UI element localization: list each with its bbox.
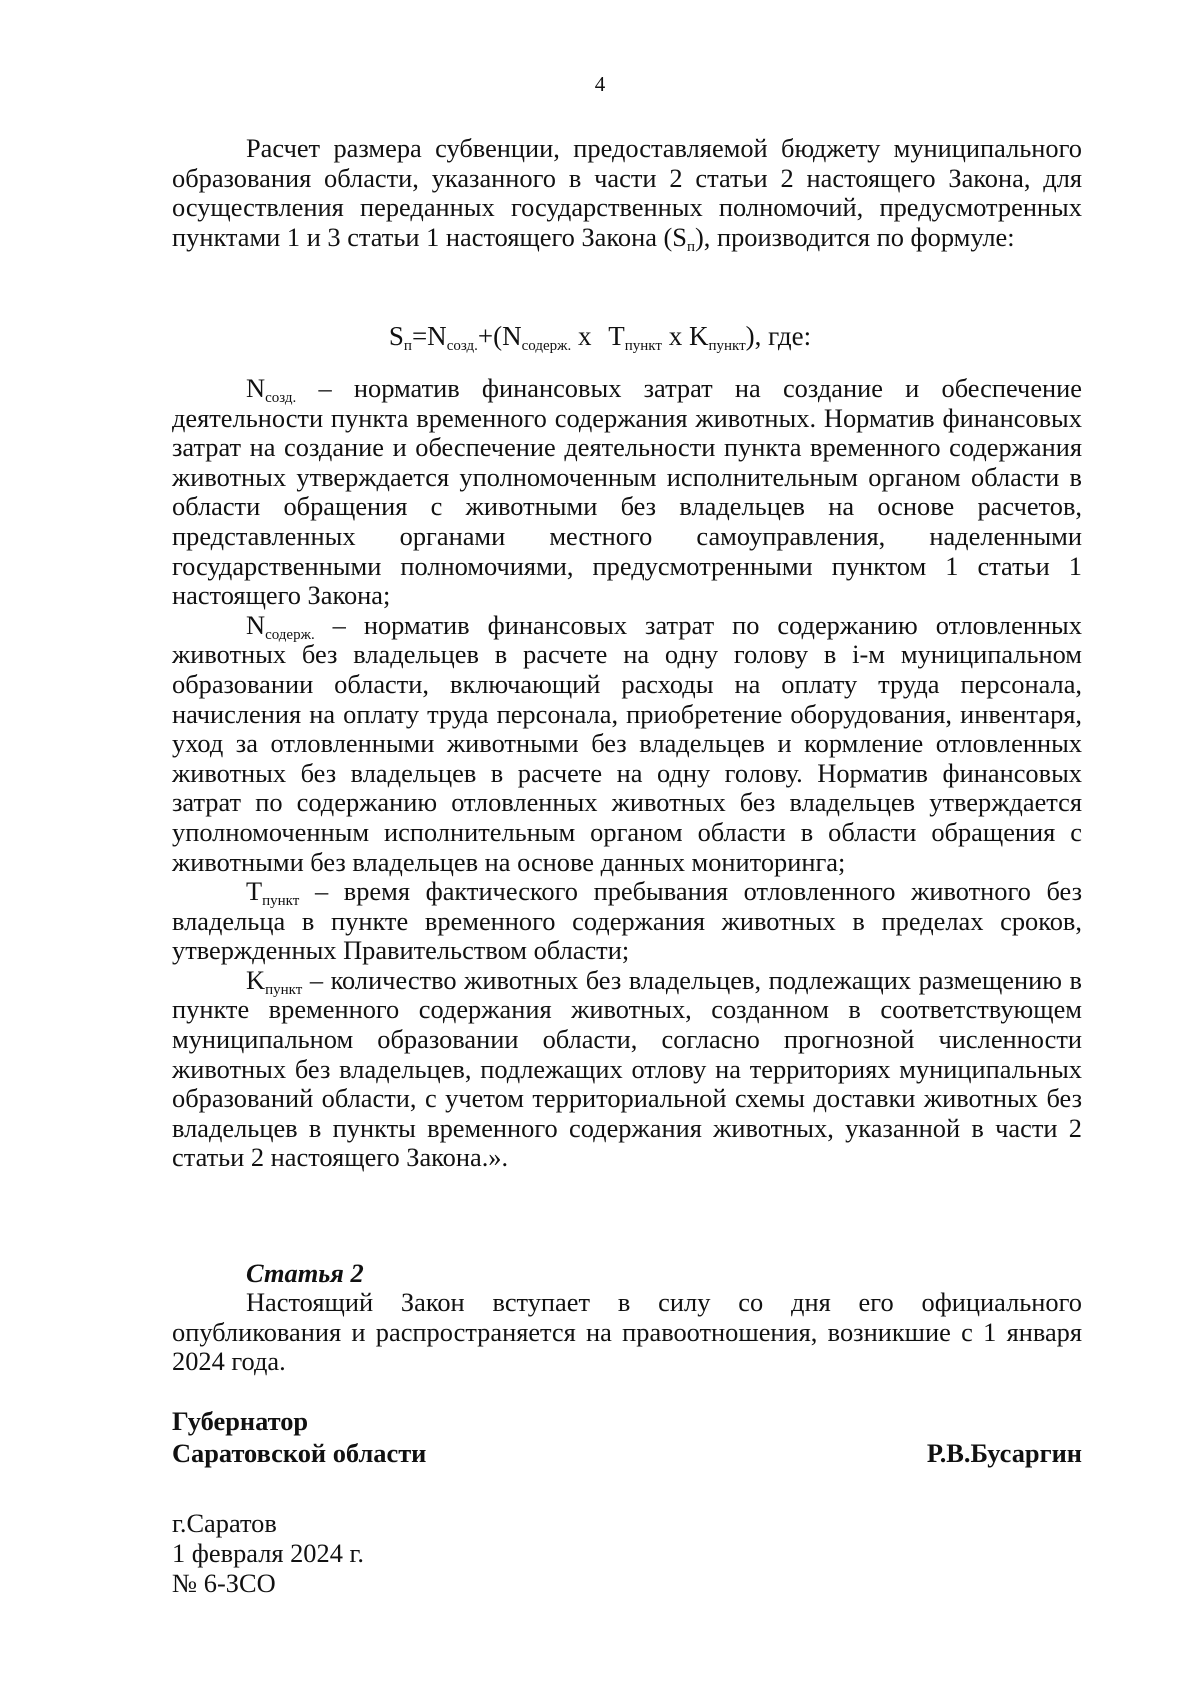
signature-title-line1: Губернатор [172, 1406, 309, 1436]
definition-text: – норматив финансовых затрат на создание и обеспечение деятельности пункта временного содержания животных. Норматив финансовых затрат на создание и обеспечение деятельности пункта временного содержания животных утверждается уполномоченным исполнительным органом области в области обращения с животными без владельцев на основе расчетов, представленных органами местного самоуправления, наделенными государственными полномочиями, предусмотренными пунктом 1 статьи 1 настоящего Закона; [172, 373, 1082, 611]
definition-sub: пункт [262, 893, 300, 910]
definition-item [172, 966, 1082, 1173]
definition-symbol: T [246, 876, 263, 907]
document-meta [172, 1508, 364, 1598]
formula-plus: +(N [477, 321, 522, 351]
formula-s-sub: п [403, 338, 412, 354]
article-text: Настоящий Закон вступает в силу со дня его официального опубликования и распространяется на правоотношения, возникшие с 1 января 2024 года. [172, 1287, 1082, 1377]
definition-item [172, 611, 1082, 877]
intro-paragraph [172, 133, 1082, 255]
meta-date: 1 февраля 2024 г. [172, 1538, 364, 1568]
article-heading: Статья 2 [246, 1258, 364, 1288]
intro-text: Расчет размера субвенции, предоставляемой бюджету муниципального образования области, указанного в части 2 статьи 2 настоящего Закона, для осуществления переданных государственных полномочий, предусмотренных пунктами 1 и 3 статьи 1 настоящего Закона (S [172, 133, 1082, 252]
formula-x2: x K [661, 321, 709, 351]
meta-city: г.Саратов [172, 1508, 277, 1538]
formula-t: T [608, 321, 625, 351]
intro-text-end: ), производится по формуле: [695, 221, 1015, 252]
formula-s: S [388, 321, 404, 351]
definition-symbol: N [246, 373, 266, 403]
definitions [172, 374, 1082, 1173]
formula-n-soderzh-sub: содерж. [521, 338, 572, 354]
formula-tail: ), где: [745, 321, 812, 351]
formula-n-sozd-sub: созд. [446, 338, 478, 354]
signature-name: Р.В.Бусаргин [926, 1438, 1082, 1468]
formula-k-sub: пункт [708, 338, 746, 354]
definition-text: – время фактического пребывания отловленного животного без владельца в пункте временного содержания животных в пределах сроков, утвержденных Правительством области; [172, 876, 1082, 966]
signature-block [172, 1405, 1082, 1469]
definition-sub: созд. [265, 390, 297, 406]
signature-title-line2: Саратовской области [172, 1438, 427, 1468]
definition-item [172, 374, 1082, 611]
definition-symbol: K [246, 964, 266, 995]
page-number: 4 [594, 72, 606, 96]
definition-text: – норматив финансовых затрат по содержанию отловленных животных без владельцев в расчете на одну голову в i-м муниципальном образовании области, включающий расходы на оплату труда персонала, начисления на оплату труда персонала, приобретение оборудования, инвентаря, уход за отловленными животными без владельцев и кормление отловленных животных без владельцев в расчете на одну голову. Норматив финансовых затрат по содержанию отловленных животных без владельцев утверждается уполномоченным исполнительным органом области в области обращения с животными без владельцев на основе данных мониторинга; [172, 609, 1082, 877]
meta-number: № 6-ЗСО [172, 1568, 276, 1598]
definition-symbol: N [246, 609, 266, 640]
definition-item [172, 877, 1082, 966]
formula [0, 320, 1200, 352]
definition-sub: содерж. [265, 626, 315, 643]
formula-t-sub: пункт [624, 338, 662, 354]
formula-x1: x [571, 321, 599, 351]
definition-sub: пункт [265, 981, 303, 998]
article-paragraph [172, 1288, 1082, 1377]
definition-text: – количество животных без владельцев, подлежащих размещению в пункте временного содержания животных, созданном в соответствующем муниципальном образовании области, согласно прогнозной численности животных без владельцев, подлежащих отлову на территориях муниципальных образований области, с учетом территориальной схемы доставки животных без владельцев в пункты временного содержания животных, указанной в части 2 статьи 2 настоящего Закона.». [172, 964, 1082, 1173]
intro-sub: п [686, 238, 695, 255]
formula-eq: =N [411, 321, 447, 351]
